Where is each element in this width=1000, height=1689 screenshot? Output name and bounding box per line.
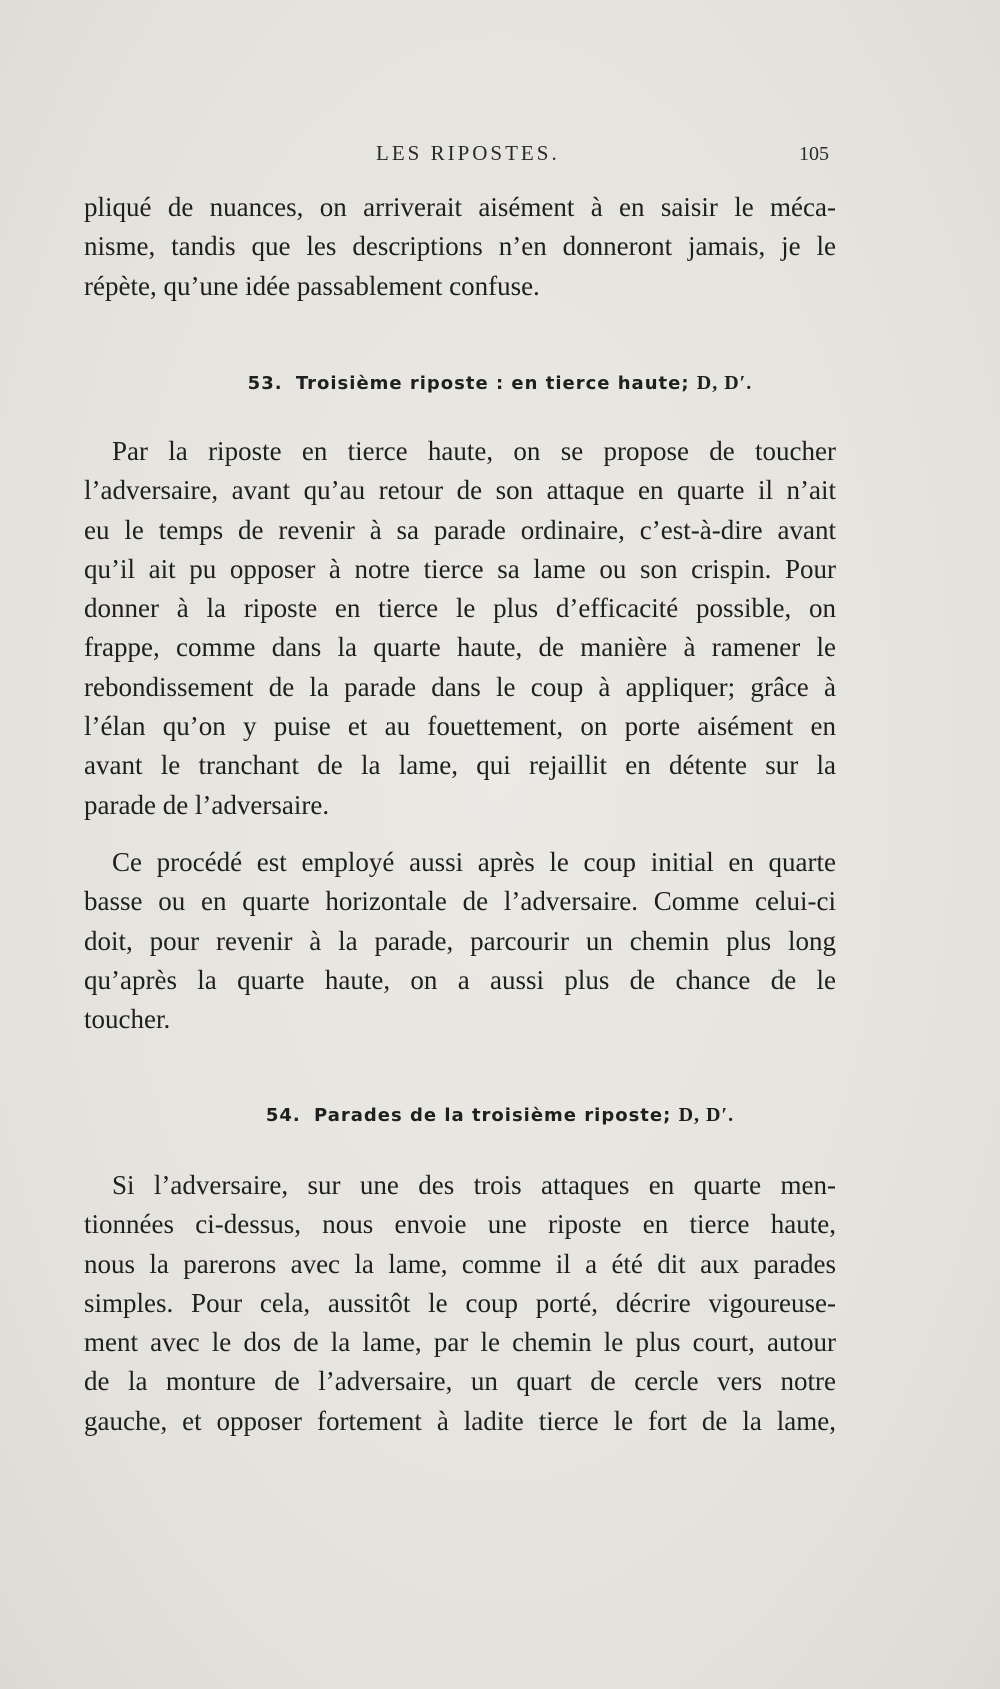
section-title: Troisième riposte : en tierce haute; — [295, 373, 690, 394]
paragraph-intro — [84, 188, 836, 306]
page-number: 105 — [799, 143, 829, 165]
text-line: pliqué de nuances, on arriverait aisément à en saisir le méca- — [84, 192, 836, 222]
text-line: frappe, comme dans la quarte haute, de manière à ramener le — [84, 632, 836, 663]
text-line: ment avec le dos de la lame, par le chemin le plus court, autour — [84, 1327, 836, 1358]
text-line: qu’il ait pu opposer à notre tierce sa lame ou son crispin. Pour — [84, 553, 836, 584]
text-line: gauche, et opposer fortement à ladite tierce le fort de la lame, — [84, 1405, 836, 1436]
section-number: 53. — [247, 373, 283, 394]
text-line: eu le temps de revenir à sa parade ordinaire, c’est-à-dire avant — [84, 514, 836, 545]
paragraph-53a — [84, 432, 836, 825]
text-line: tionnées ci-dessus, nous envoie une riposte en tierce haute, — [84, 1209, 836, 1240]
paragraph-53b — [84, 843, 836, 1039]
section-symbols: D, D′. — [696, 372, 753, 394]
text-line: doit, pour revenir à la parade, parcourir un chemin plus long — [84, 925, 836, 956]
text-line: l’élan qu’on y puise et au fouettement, on porte aisément en — [84, 711, 836, 742]
text-line: l’adversaire, avant qu’au retour de son attaque en quarte il n’ait — [84, 475, 836, 506]
text-line: basse ou en quarte horizontale de l’adversaire. Comme celui-ci — [84, 886, 836, 917]
text-line: Ce procédé est employé aussi après le coup initial en quarte — [112, 847, 836, 877]
section-number: 54. — [265, 1105, 301, 1126]
running-title: LES RIPOSTES. — [376, 141, 560, 165]
text-line: Par la riposte en tierce haute, on se propose de toucher — [112, 436, 836, 466]
text-line: qu’après la quarte haute, on a aussi plus de chance de le — [84, 964, 836, 995]
section-symbols: D, D′. — [678, 1104, 735, 1126]
text-line: nous la parerons avec la lame, comme il a été dit aux parades — [84, 1248, 836, 1279]
text-line: rebondissement de la parade dans le coup à appliquer; grâce à — [84, 671, 836, 702]
text-line: Si l’adversaire, sur une des trois attaques en quarte men- — [112, 1170, 836, 1200]
text-line: avant le tranchant de la lame, qui rejaillit en détente sur la — [84, 750, 836, 781]
text-line: nisme, tandis que les descriptions n’en donneront jamais, je le — [84, 231, 836, 262]
text-line: donner à la riposte en tierce le plus d’efficacité possible, on — [84, 593, 836, 624]
running-head — [0, 141, 1000, 171]
section-heading-53 — [0, 372, 1000, 395]
text-line: répète, qu’une idée passablement confuse. — [84, 270, 540, 301]
text-line: de la monture de l’adversaire, un quart de cercle vers notre — [84, 1366, 836, 1397]
text-line: parade de l’adversaire. — [84, 789, 330, 820]
text-line: toucher. — [84, 1004, 171, 1035]
paragraph-54 — [84, 1166, 836, 1441]
text-line: simples. Pour cela, aussitôt le coup porté, décrire vigoureuse- — [84, 1287, 836, 1318]
section-title: Parades de la troisième riposte; — [314, 1105, 672, 1126]
section-heading-54 — [0, 1104, 1000, 1127]
